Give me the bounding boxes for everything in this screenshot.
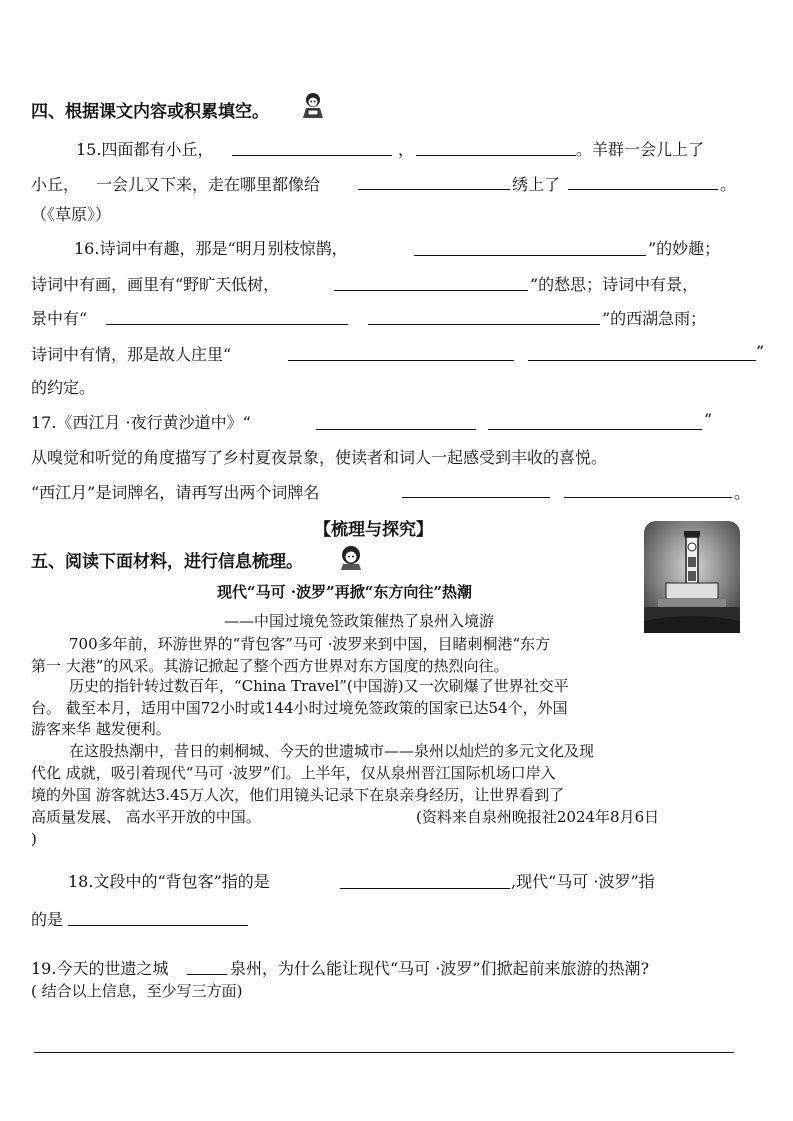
q18-blank-2[interactable]	[68, 925, 248, 926]
q16-blank-6[interactable]	[528, 360, 756, 361]
material-p1-line1: 700多年前，环游世界的“背包客”马可 ·波罗来到中国，目睹刺桐港“东方	[69, 635, 551, 653]
q15-text-2: 。羊群一会儿上了	[576, 140, 705, 159]
section5-heading: 五、阅读下面材料，进行信息梳理。	[31, 552, 303, 572]
q17-blank-1[interactable]	[316, 429, 476, 430]
q16-blank-5[interactable]	[288, 360, 514, 361]
q16-text-9: 的约定。	[31, 378, 96, 397]
q15-comma: ，	[398, 140, 415, 159]
material-p2-line1: 历史的指针转过数百年，“China Travel”(中国游)又一次刷爆了世界社交平	[69, 677, 569, 695]
material-subtitle: ——中国过境免签政策催热了泉州入境游	[224, 612, 495, 630]
q15-text-4: 一会儿又下来，走在哪里都像给	[96, 175, 321, 194]
section4-heading: 四、根据课文内容或积累填空。	[31, 102, 269, 122]
q16-blank-3[interactable]	[106, 324, 348, 325]
q15-text-5: 绣上了	[512, 175, 561, 194]
q17-text-4: “西江月”是词牌名，请再写出两个词牌名	[31, 483, 320, 502]
material-p2-line3: 游客来华 越发便利。	[31, 720, 171, 738]
q16-text-7: 诗词中有情，那是故人庄里“	[31, 345, 232, 364]
q15-blank-1[interactable]	[232, 155, 392, 156]
q16-text-4: ”的愁思；诗词中有景，	[530, 275, 699, 294]
q17-text-3: 从嗅觉和听觉的角度描写了乡村夏夜景象，使读者和词人一起感受到丰收的喜悦。	[31, 448, 608, 467]
material-p3-line4: 高质量发展、 高水平开放的中国。	[31, 808, 261, 826]
q15-blank-4[interactable]	[568, 189, 718, 190]
q17-text-5: 。	[734, 483, 751, 502]
q18-text-1: 18.文段中的“背包客”指的是	[68, 872, 270, 891]
section-title: 【梳理与探究】	[314, 520, 433, 540]
q18-text-3: 的是	[31, 910, 64, 929]
clock-tower-photo	[644, 521, 740, 637]
q19-text-3: ( 结合以上信息，至少写三方面)	[31, 982, 243, 1000]
q18-blank-1[interactable]	[340, 888, 510, 889]
q16-text-1: 16.诗词中有趣，那是“明月别枝惊鹊，	[74, 239, 348, 258]
q18-text-2: ,现代“马可 ·波罗”指	[511, 872, 655, 891]
q15-source: （《草原》）	[31, 205, 112, 224]
q16-blank-1[interactable]	[414, 255, 646, 256]
material-p3-line1: 在这股热潮中，昔日的刺桐城、今天的世遗城市——泉州以灿烂的多元文化及现	[69, 742, 595, 760]
material-p3-line3: 境的外国 游客就达3.45万人次，他们用镜头记录下在泉亲身经历，让世界看到了	[31, 786, 565, 804]
q16-blank-4[interactable]	[368, 324, 600, 325]
material-source-end: )	[31, 830, 37, 848]
q15-text-1: 15.四面都有小丘，	[76, 140, 214, 159]
material-title: 现代“马可 ·波罗”再掀“东方向往”热潮	[217, 583, 472, 601]
q19-answer-line[interactable]	[34, 1052, 734, 1053]
cartoon-kid-icon	[338, 544, 364, 574]
q17-text-1: 17.《西江月 ·夜行黄沙道中》“	[31, 413, 251, 432]
q15-text-6: 。	[720, 175, 737, 194]
q17-blank-4[interactable]	[564, 497, 732, 498]
q17-blank-3[interactable]	[402, 497, 550, 498]
q15-blank-3[interactable]	[358, 189, 510, 190]
q15-blank-2[interactable]	[416, 155, 576, 156]
q17-blank-2[interactable]	[488, 429, 702, 430]
material-p3-line2: 代化 成就，吸引着现代“马可 ·波罗”们。上半年，仅从泉州晋江国际机场口岸入	[31, 764, 556, 782]
q17-text-2: ”	[704, 410, 713, 429]
q16-text-6: ”的西湖急雨；	[602, 309, 707, 328]
q19-blank-short	[187, 974, 227, 975]
material-p1-line2: 第一 大港”的风采。其游记掀起了整个西方世界对东方国度的热烈向往。	[31, 657, 509, 675]
q16-text-2: ”的妙趣；	[648, 239, 721, 258]
q19-text-2: 泉州，为什么能让现代“马可 ·波罗”们掀起前来旅游的热潮?	[230, 959, 650, 978]
q16-text-5: 景中有“	[31, 309, 88, 328]
q16-text-3: 诗词中有画，画里有“野旷天低树，	[31, 275, 280, 294]
q15-text-3: 小丘，	[31, 175, 80, 194]
q16-text-8: ”	[756, 342, 765, 361]
q16-blank-2[interactable]	[334, 290, 528, 291]
cartoon-kid-icon	[300, 91, 326, 123]
material-p2-line2: 台。 截至本月，适用中国72小时或144小时过境免签政策的国家已达54个，外国	[31, 699, 568, 717]
q19-text-1: 19.今天的世遗之城	[31, 959, 169, 978]
material-source: (资料来自泉州晚报社2024年8月6日	[416, 808, 660, 826]
